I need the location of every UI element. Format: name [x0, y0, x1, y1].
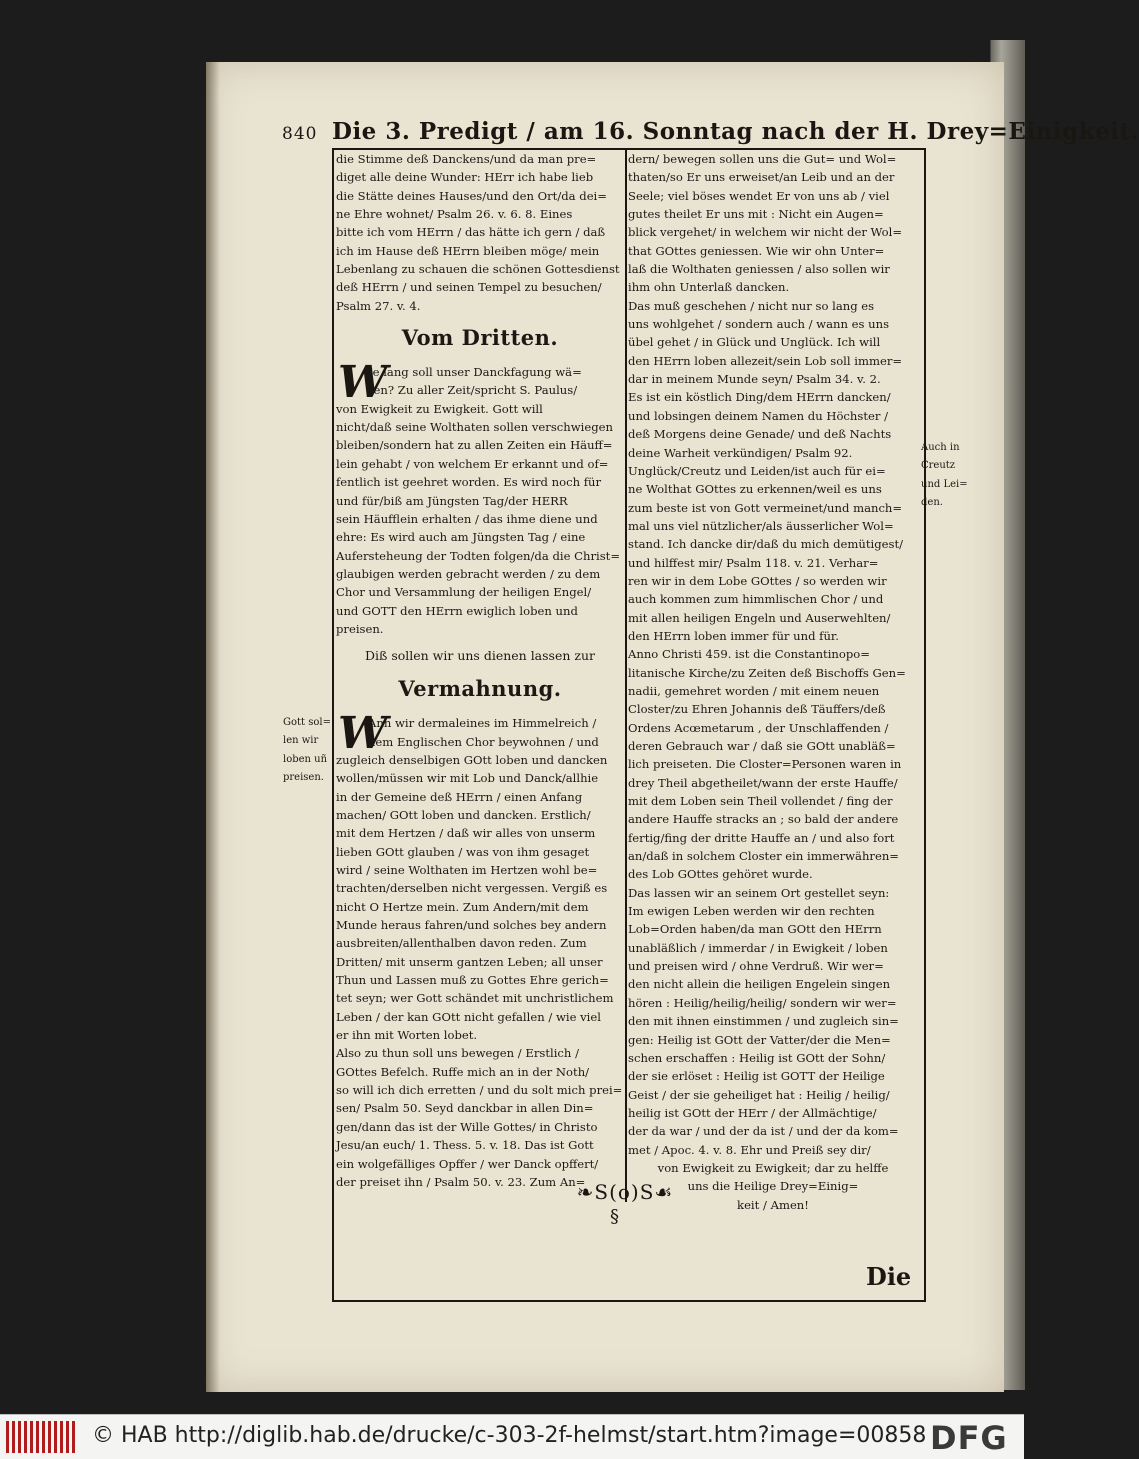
text-line: keit / Amen!: [737, 1197, 809, 1212]
text-line: Dritten/ mit unserm gantzen Leben; all unser: [336, 954, 603, 969]
right-column: [628, 150, 918, 1214]
transition-line: Diß sollen wir uns dienen lassen zur: [364, 648, 596, 664]
text-line: nicht/daß seine Wolthaten sollen verschwiegen: [336, 420, 613, 435]
text-line: Ordens Acœmetarum , der Unschlaffenden /: [628, 720, 889, 735]
text-line: ne Ehre wohnet/ Psalm 26. v. 6. 8. Eines: [336, 207, 573, 222]
text-line: die Stimme deß Danckens/und da man pre=: [336, 152, 597, 166]
section-heading-vom-dritten: Vom Dritten.: [401, 325, 559, 351]
catchword: Die: [866, 1262, 912, 1291]
text-line: deine Warheit verkündigen/ Psalm 92.: [628, 445, 853, 460]
marginal-note-left: [283, 716, 331, 789]
text-line: Unglück/Creutz und Leiden/ist auch für ei=: [628, 463, 886, 478]
text-line: Anno Christi 459. ist die Constantinopo=: [628, 647, 870, 662]
text-line: Munde heraus fahren/und solches bey andern: [336, 918, 607, 933]
text-line: ich im Hause deß HErrn bleiben möge/ mein: [336, 243, 600, 258]
text-line: von Ewigkeit zu Ewigkeit; dar zu helffe: [657, 1160, 889, 1175]
text-line: mit allen heiligen Engeln und Auserwehlten/: [628, 610, 891, 625]
text-line: den nicht allein die heiligen Engelein singen: [628, 977, 891, 992]
text-line: den HErrn loben allezeit/sein Lob soll immer=: [628, 353, 903, 368]
text-line: Ann wir dermaleines im Himmelreich /: [368, 716, 597, 731]
text-line: fentlich ist geehret worden. Es wird noch für: [336, 475, 602, 490]
text-line: mal uns viel nützlicher/als äusserlicher Wol=: [628, 518, 894, 533]
viewer-footer: [0, 1414, 1024, 1459]
text-line: Das muß geschehen / nicht nur so lang es: [628, 298, 875, 313]
marginal-line: Gott sol=: [283, 717, 331, 728]
text-line: lich preiseten. Die Closter=Personen waren in: [628, 757, 902, 772]
text-line: uns wohlgehet / sondern auch / wann es uns: [628, 317, 890, 332]
text-line: andere Hauffe stracks an ; so bald der andere: [628, 812, 899, 827]
text-line: der sie erlöset : Heilig ist GOTT der Heilige: [628, 1069, 885, 1084]
text-line: that GOttes geniessen. Wie wir ohn Unter=: [628, 243, 885, 258]
text-line: Leben / der kan GOtt nicht gefallen / wie viel: [336, 1009, 601, 1024]
dfg-logo: DFG: [930, 1419, 1008, 1457]
text-line: ehre: Es wird auch am Jüngsten Tag / eine: [336, 530, 586, 545]
right-column-text: [628, 150, 918, 1159]
text-line: Lebenlang zu schauen die schönen Gottesdienst: [336, 262, 620, 277]
marginal-line: den.: [921, 497, 943, 509]
text-line: Thun und Lassen muß zu Gottes Ehre gerich=: [336, 973, 609, 988]
marginal-line: Auch in: [921, 442, 960, 453]
text-line: mit dem Hertzen / daß wir alles von unserm: [336, 826, 596, 841]
text-line: Geist / der sie geheiliget hat : Heilig / heilig/: [628, 1087, 890, 1102]
text-line: zum beste ist von Gott vermeinet/und manch=: [628, 500, 903, 515]
text-line: die Stätte deines Hauses/und den Ort/da dei=: [336, 188, 607, 203]
text-line: ausbreiten/allenthalben davon reden. Zum: [336, 936, 587, 951]
drop-cap: W: [338, 357, 388, 409]
text-line: bleiben/sondern hat zu allen Zeiten ein Häuff=: [336, 438, 613, 453]
text-line: schen erschaffen : Heilig ist GOtt der Sohn/: [628, 1050, 886, 1065]
text-line: ne Wolthat GOttes zu erkennen/weil es uns: [628, 482, 882, 497]
text-line: lein gehabt / von welchem Er erkannt und of=: [336, 456, 609, 471]
text-line: gutes theilet Er uns mit : Nicht ein Augen=: [628, 207, 884, 222]
text-line: ein wolgefälliges Opffer / wer Danck opffert/: [336, 1156, 599, 1171]
text-line: des Lob GOttes gehöret wurde.: [628, 867, 813, 882]
page-number: 840: [282, 124, 318, 144]
text-line: auch kommen zum himmlischen Chor / und: [628, 592, 884, 607]
tailpiece-ornament: ❧S(o)S☙: [576, 1180, 674, 1204]
text-line: ren? Zu aller Zeit/spricht S. Paulus/: [368, 383, 578, 398]
text-line: er ihn mit Worten lobet.: [336, 1028, 478, 1043]
text-line: Chor und Versammlung der heiligen Engel/: [336, 585, 592, 600]
text-line: wollen/müssen wir mit Lob und Danck/allhie: [336, 771, 599, 786]
text-line: trachten/derselben nicht vergessen. Vergiß es: [336, 881, 608, 896]
text-line: tet seyn; wer Gott schändet mit unchristlichem: [336, 991, 614, 1006]
text-line: heilig ist GOtt der HErr / der Allmächtige/: [628, 1105, 877, 1120]
text-line: machen/ GOtt loben und dancken. Erstlich/: [336, 807, 591, 822]
text-line: met / Apoc. 4. v. 8. Ehr und Preiß sey dir/: [628, 1142, 871, 1157]
text-line: und GOTT den HErrn ewiglich loben und: [336, 603, 578, 618]
text-line: blick vergehet/ in welchem wir nicht der Wol=: [628, 225, 903, 240]
text-line: GOttes Befelch. Ruffe mich an in der Noth/: [336, 1064, 590, 1079]
text-line: Das lassen wir an seinem Ort gestellet seyn:: [628, 885, 890, 900]
text-line: so will ich dich erretten / und du solt mich prei=: [336, 1083, 623, 1098]
marginal-line: loben uñ: [283, 753, 328, 765]
text-line: uns die Heilige Drey=Einig=: [687, 1179, 859, 1194]
left-intro-paragraph: [336, 150, 624, 315]
text-line: Im ewigen Leben werden wir den rechten: [628, 904, 875, 919]
section-2-text: [336, 708, 624, 1191]
text-line: Es ist ein köstlich Ding/dem HErrn dancken/: [628, 390, 891, 405]
text-line: stand. Ich dancke dir/daß du mich demütigest/: [628, 537, 904, 552]
marginal-note-right: [921, 441, 971, 514]
text-line: deß HErrn / und seinen Tempel zu besuchen/: [336, 280, 602, 295]
page-gutter-shadow: [206, 62, 220, 1392]
text-line: Aufersteheung der Todten folgen/da die Christ=: [336, 548, 621, 563]
running-title: Die 3. Predigt / am 16. Sonntag nach der H. Drey=Einigkeit.: [332, 118, 1139, 145]
ornament-drop: §: [610, 1206, 619, 1227]
text-line: ihm ohn Unterlaß dancken.: [628, 280, 790, 295]
text-line: und hilffest mir/ Psalm 118. v. 21. Verhar=: [628, 555, 879, 570]
text-line: Je lang soll unser Danckfagung wä=: [368, 365, 582, 380]
section-paragraph-1: [336, 357, 624, 638]
text-line: nadii, gemehret worden / mit einem neuen: [628, 683, 880, 698]
drop-cap: W: [338, 708, 388, 760]
text-line: lieben GOtt glauben / was von ihm gesaget: [336, 844, 590, 859]
text-line: preisen.: [336, 621, 384, 636]
text-line: sen/ Psalm 50. Seyd danckbar in allen Din=: [336, 1101, 594, 1116]
left-column: [336, 150, 624, 1191]
text-line: nicht O Hertze mein. Zum Andern/mit dem: [336, 899, 589, 914]
text-line: den HErrn loben immer für und für.: [628, 628, 839, 643]
marginal-line: len wir: [283, 735, 319, 747]
column-divider: [625, 148, 627, 1202]
text-line: den mit ihnen einstimmen / und zugleich sin=: [628, 1014, 899, 1029]
footer-source-link[interactable]: © HAB http://diglib.hab.de/drucke/c-303-2f-helmst/start.htm?image=00858: [92, 1423, 927, 1448]
text-line: deren Gebrauch war / daß sie GOtt unabläß=: [628, 739, 896, 753]
text-line: in der Gemeine deß HErrn / einen Anfang: [336, 789, 583, 804]
text-line: übel gehet / in Glück und Unglück. Ich will: [628, 335, 881, 350]
text-line: unabläßlich / immerdar / in Ewigkeit / loben: [628, 940, 888, 955]
text-line: diget alle deine Wunder: HErr ich habe lieb: [336, 170, 594, 185]
text-line: dern/ bewegen sollen uns die Gut= und Wol=: [628, 152, 897, 166]
text-line: laß die Wolthaten geniessen / also sollen wir: [628, 262, 890, 277]
text-line: der da war / und der da ist / und der da kom=: [628, 1124, 899, 1139]
text-line: zugleich denselbigen GOtt loben und dancken: [336, 752, 608, 767]
text-line: Closter/zu Ehren Johannis deß Täuffers/deß: [628, 702, 886, 717]
text-line: deß Morgens deine Genade/ und deß Nachts: [628, 427, 892, 442]
text-line: bitte ich vom HErrn / das hätte ich gern / daß: [336, 225, 606, 240]
text-line: sein Häufflein erhalten / das ihme diene und: [336, 511, 598, 526]
text-line: glaubigen werden gebracht werden / zu dem: [336, 566, 601, 581]
hab-logo-icon: [6, 1421, 78, 1453]
section-heading-vermahnung: Vermahnung.: [398, 676, 562, 702]
section-paragraph-2: [336, 708, 624, 1191]
text-line: Also zu thun soll uns bewegen / Erstlich /: [336, 1046, 579, 1061]
text-line: der preiset ihn / Psalm 50. v. 23. Zum An=: [336, 1174, 586, 1189]
text-line: Psalm 27. v. 4.: [336, 298, 421, 313]
text-line: an/daß in solchem Closter ein immerwähren=: [628, 849, 900, 864]
text-line: gen: Heilig ist GOtt der Vatter/der die Men=: [628, 1032, 891, 1047]
text-line: und preisen wird / ohne Verdruß. Wir wer=: [628, 959, 884, 974]
marginal-line: Creutz: [921, 460, 956, 472]
page-header: [282, 118, 1139, 152]
text-line: thaten/so Er uns erweiset/an Leib und an der: [628, 170, 895, 185]
text-line: von Ewigkeit zu Ewigkeit. Gott will: [336, 401, 543, 416]
marginal-line: und Lei=: [921, 478, 968, 490]
text-line: ren wir in dem Lobe GOttes / so werden wir: [628, 573, 887, 588]
text-line: mit dem Loben sein Theil vollendet / fing der: [628, 794, 893, 809]
text-line: drey Theil abgetheilet/wann der erste Hauffe/: [628, 775, 898, 790]
text-line: und lobsingen deinem Namen du Höchster /: [628, 408, 888, 423]
text-line: Lob=Orden haben/da man GOtt den HErrn: [628, 922, 882, 937]
text-line: hören : Heilig/heilig/heilig/ sondern wir wer=: [628, 995, 897, 1010]
text-line: fertig/fing der dritte Hauffe an / und also fort: [628, 830, 895, 845]
text-line: und für/biß am Jüngsten Tag/der HERR: [336, 493, 568, 508]
text-line: wird / seine Wolthaten im Hertzen wohl be=: [336, 863, 598, 877]
text-line: dar in meinem Munde seyn/ Psalm 34. v. 2.: [628, 372, 881, 387]
text-line: litanische Kirche/zu Zeiten deß Bischoffs Gen=: [628, 665, 906, 680]
text-line: dem Englischen Chor beywohnen / und: [368, 734, 599, 749]
text-line: Jesu/an euch/ 1. Thess. 5. v. 18. Das ist Gott: [336, 1138, 594, 1153]
text-line: gen/dann das ist der Wille Gottes/ in Christo: [336, 1119, 598, 1134]
text-line: Seele; viel böses wendet Er von uns ab / viel: [628, 188, 890, 203]
marginal-line: preisen.: [283, 772, 324, 784]
